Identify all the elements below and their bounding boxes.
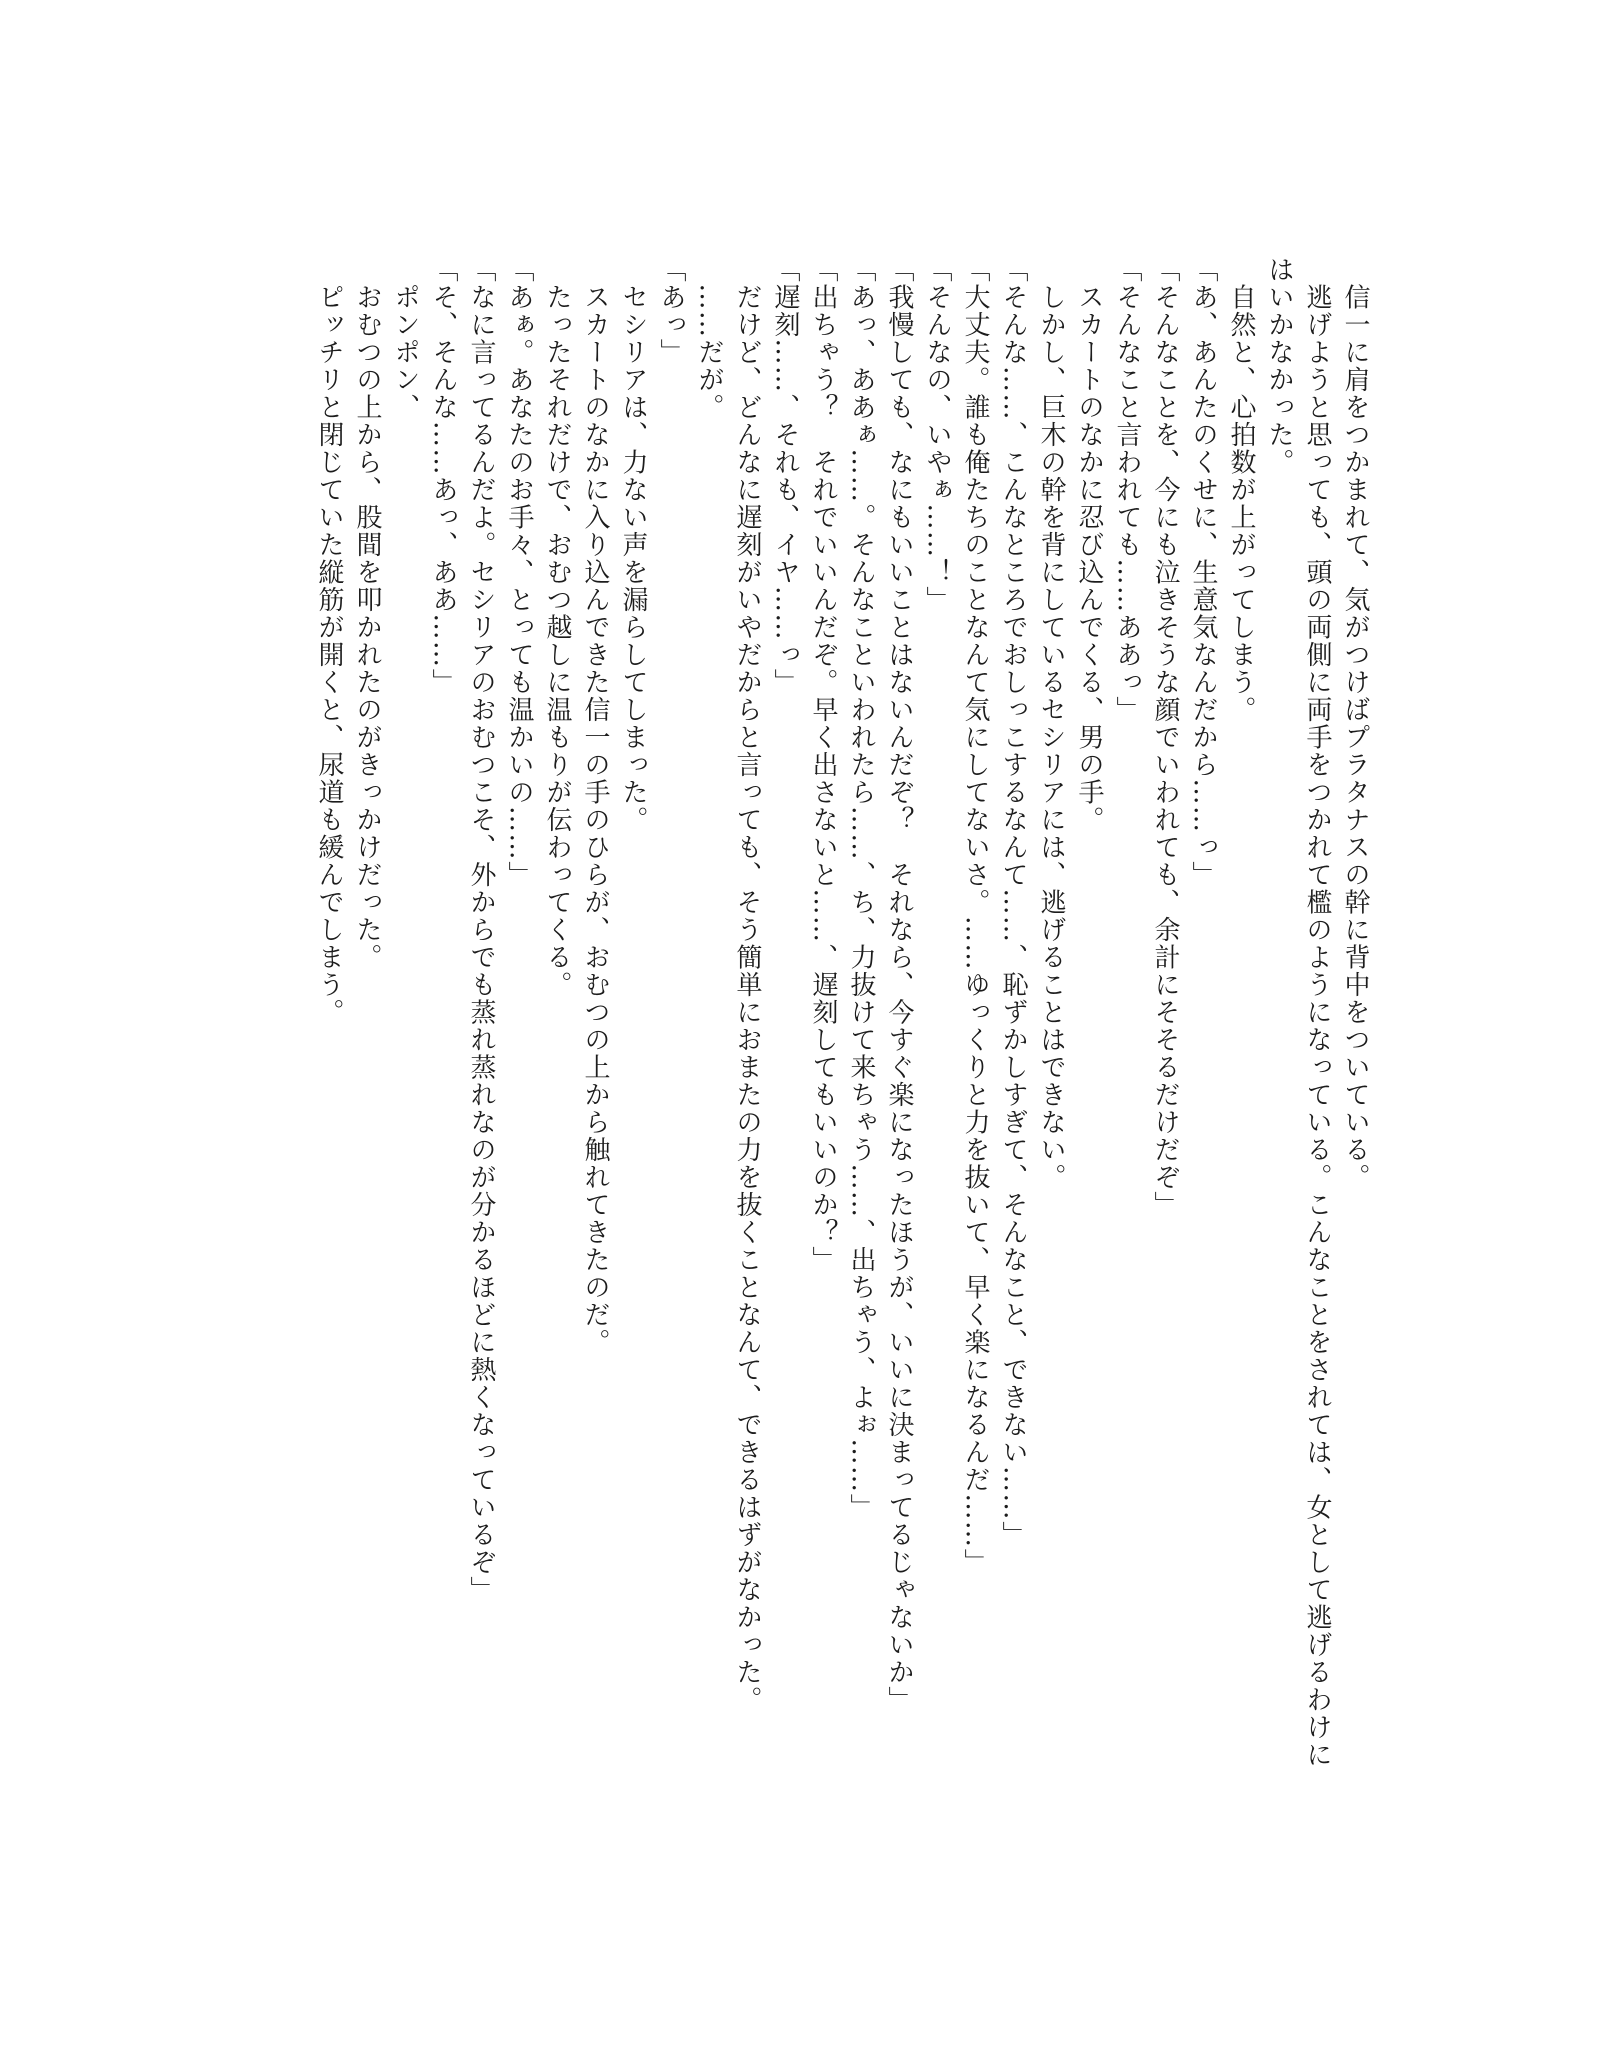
text-line: 「遅刻……、それも、イヤ……っ」 bbox=[770, 256, 800, 696]
text-line: 「そんな……、こんなところでおしっこするなんて……、恥ずかしすぎて、そんなこと、できない……」 bbox=[998, 256, 1028, 1549]
text-line: 「我慢しても、なにもいいことはないんだぞ？ それなら、今すぐ楽になったほうが、いいに決まってるじゃないか」 bbox=[884, 256, 914, 1714]
text-line: 「あぁ。あなたのお手々、とっても温かいの……」 bbox=[504, 256, 534, 889]
text-line: 「出ちゃう？ それでいいんだぞ。早く出さないと……、遅刻してもいいのか？」 bbox=[808, 256, 838, 1274]
text-line: 逃げようと思っても、頭の両側に両手をつかれて檻のようになっている。こんなことをされては、女として逃げるわけに bbox=[1302, 256, 1332, 1769]
vertical-text-block bbox=[310, 256, 1374, 1786]
text-line: 「そんなの、いやぁ……！」 bbox=[922, 256, 952, 614]
text-line: 「あ、あんたのくせに、生意気なんだから……っ」 bbox=[1188, 256, 1218, 889]
text-line: ピッチリと閉じていた縦筋が開くと、尿道も緩んでしまう。 bbox=[314, 256, 344, 1026]
text-line: ……だが。 bbox=[694, 256, 724, 421]
text-line: 信一に肩をつかまれて、気がつけばプラタナスの幹に背中をついている。 bbox=[1340, 256, 1370, 1191]
text-line: 「あっ、ああぁ……。そんなこといわれたら……、ち、力抜けて来ちゃう……、出ちゃう、よぉ……」 bbox=[846, 256, 876, 1521]
text-line: だけど、どんなに遅刻がいやだからと言っても、そう簡単におまたの力を抜くことなんて、できるはずがなかった。 bbox=[732, 256, 762, 1714]
text-line: スカートのなかに入り込んできた信一の手のひらが、おむつの上から触れてきたのだ。 bbox=[580, 256, 610, 1356]
text-line: 「そ、そんな……あっ、ああ……」 bbox=[428, 256, 458, 696]
text-line: はいかなかった。 bbox=[1264, 256, 1294, 476]
text-line: 「そんなこと言われても……ああっ」 bbox=[1112, 256, 1142, 724]
text-line: たったそれだけで、おむつ越しに温もりが伝わってくる。 bbox=[542, 256, 572, 999]
text-line: おむつの上から、股間を叩かれたのがきっかけだった。 bbox=[352, 256, 382, 971]
text-line: 自然と、心拍数が上がってしまう。 bbox=[1226, 256, 1256, 724]
text-line: 「なに言ってるんだよ。セシリアのおむつこそ、外からでも蒸れ蒸れなのが分かるほどに熱くなっているぞ」 bbox=[466, 256, 496, 1604]
text-line: しかし、巨木の幹を背にしているセシリアには、逃げることはできない。 bbox=[1036, 256, 1066, 1191]
text-line: 「そんなことを、今にも泣きそうな顔でいわれても、余計にそそるだけだぞ」 bbox=[1150, 256, 1180, 1219]
text-line: 「あっ」 bbox=[656, 256, 686, 366]
text-line: セシリアは、力ない声を漏らしてしまった。 bbox=[618, 256, 648, 834]
text-line: ポンポン、 bbox=[390, 256, 420, 421]
text-line: 「大丈夫。誰も俺たちのことなんて気にしてないさ。……ゆっくりと力を抜いて、早く楽になるんだ……」 bbox=[960, 256, 990, 1576]
text-line: スカートのなかに忍び込んでくる、男の手。 bbox=[1074, 256, 1104, 834]
